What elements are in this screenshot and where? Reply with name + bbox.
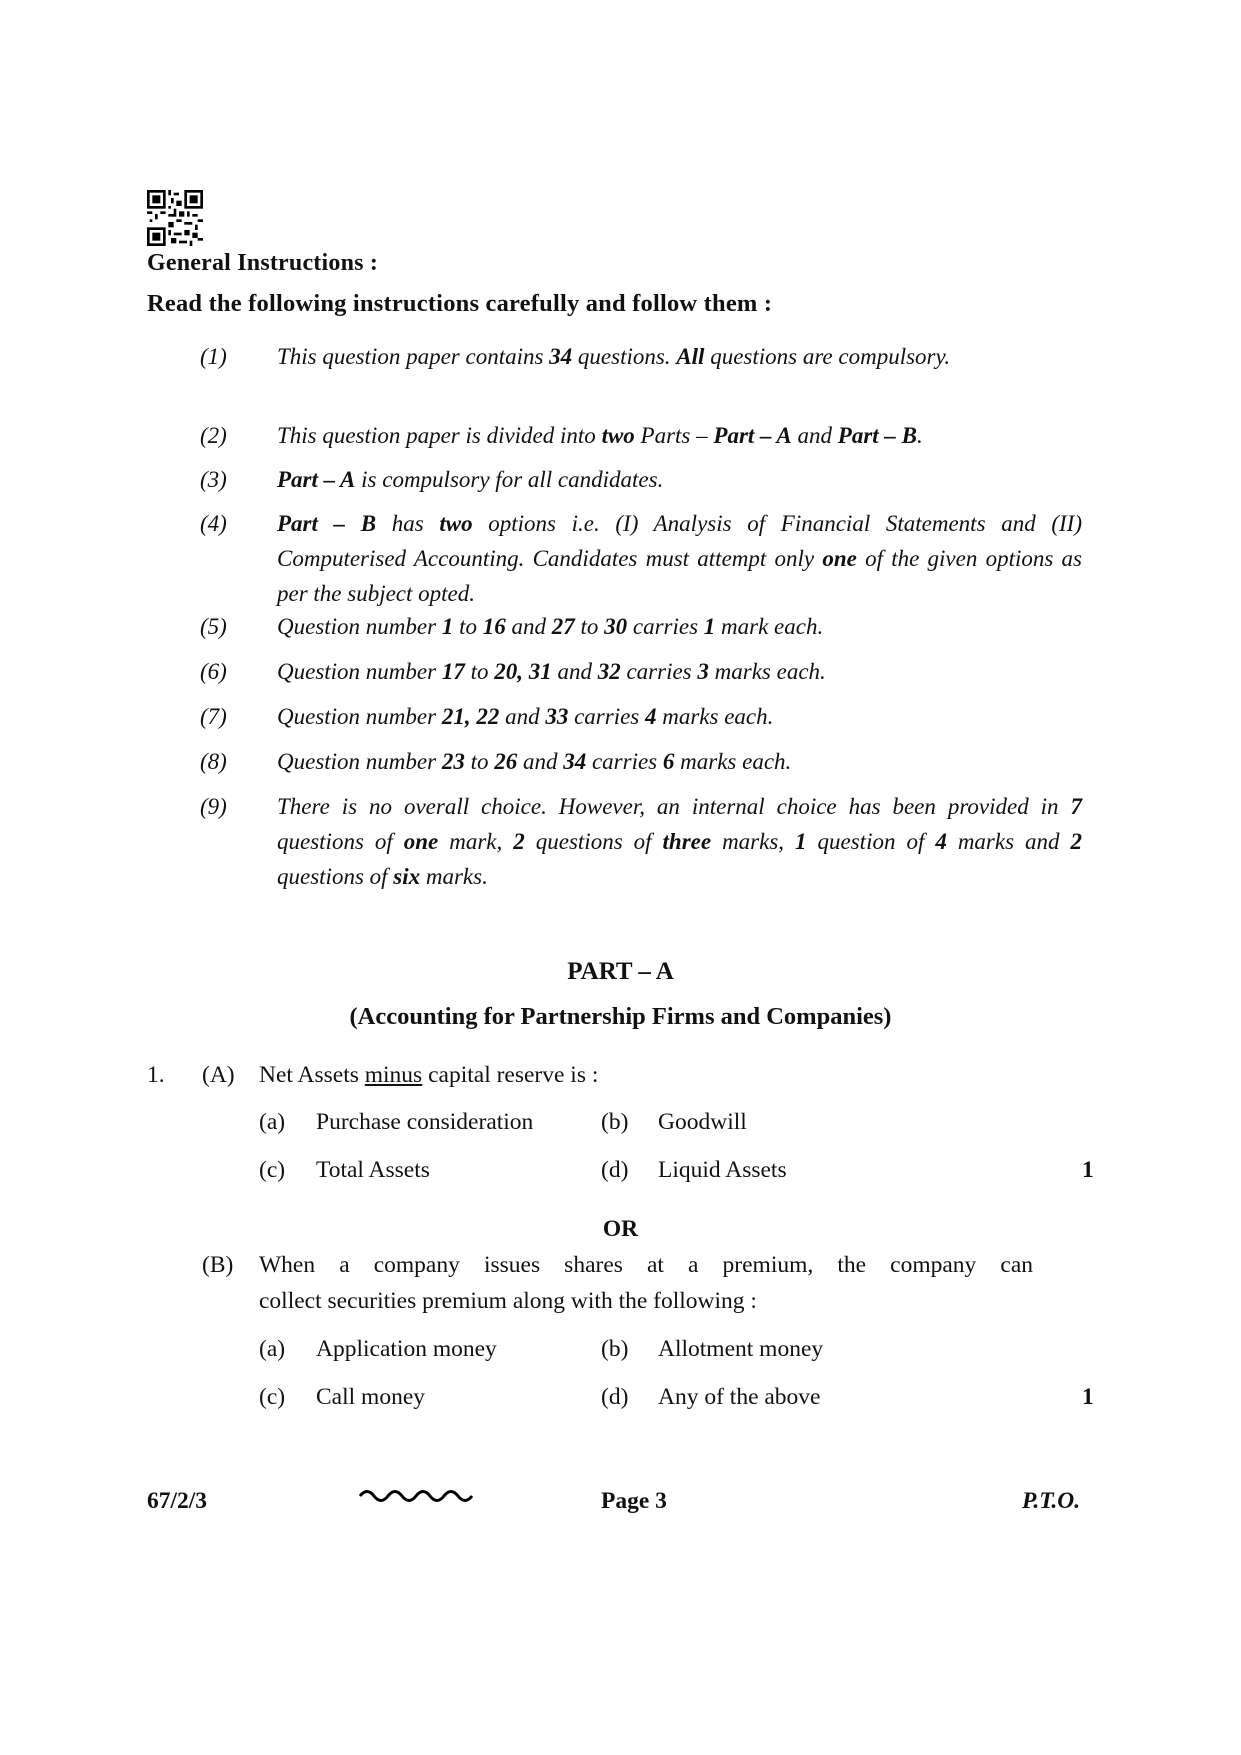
option-label: (a) [259, 1336, 286, 1362]
option-text: Total Assets [316, 1157, 430, 1183]
instruction-number: (9) [200, 794, 227, 819]
squiggle-icon [358, 1484, 474, 1508]
instruction-text: Part – B has two options i.e. (I) Analysis of Financial Statements and (II) Computerised Accounting. Candidates must attempt only one of the given options as per the subject opted. [277, 511, 1083, 606]
question-part-a-text: Net Assets minus capital reserve is : [259, 1062, 599, 1088]
instruction-number: (8) [200, 749, 227, 774]
option-label: (d) [601, 1157, 629, 1183]
option-text: Any of the above [658, 1384, 821, 1410]
option-label: (d) [601, 1384, 629, 1410]
instruction-number: (2) [200, 423, 227, 448]
option-label: (b) [601, 1336, 629, 1362]
question-number: 1. [147, 1062, 165, 1088]
read-instructions-heading: Read the following instructions carefully and follow them : [147, 290, 773, 317]
option-label: (b) [601, 1109, 629, 1135]
instruction-number: (3) [200, 467, 227, 492]
question-part-b-text-line1: When a company issues shares at a premium, the company can [259, 1252, 1033, 1278]
instruction-text: Question number 23 to 26 and 34 carries 6 marks each. [277, 749, 792, 774]
marks-value: 1 [1082, 1157, 1094, 1183]
option-label: (c) [259, 1384, 286, 1410]
question-part-b-text-line2: collect securities premium along with the following : [259, 1288, 757, 1314]
instruction-text: This question paper is divided into two Parts – Part – A and Part – B. [277, 423, 923, 448]
option-text: Allotment money [658, 1336, 824, 1362]
marks-value: 1 [1082, 1384, 1094, 1410]
instruction-text: Question number 1 to 16 and 27 to 30 carries 1 mark each. [277, 614, 824, 639]
instruction-number: (1) [200, 344, 227, 369]
pto-label: P.T.O. [1022, 1488, 1081, 1514]
instruction-number: (4) [200, 511, 227, 536]
option-text: Liquid Assets [658, 1157, 787, 1183]
option-text: Goodwill [658, 1109, 747, 1135]
option-text: Application money [316, 1336, 497, 1362]
option-text: Call money [316, 1384, 425, 1410]
paper-code: 67/2/3 [147, 1488, 208, 1514]
or-separator: OR [602, 1216, 639, 1242]
page-number: Page 3 [601, 1488, 667, 1514]
instruction-number: (7) [200, 704, 227, 729]
option-label: (a) [259, 1109, 286, 1135]
instruction-number: (5) [200, 614, 227, 639]
qr-code-icon [147, 190, 203, 246]
instruction-number: (6) [200, 659, 227, 684]
option-text: Purchase consideration [316, 1109, 534, 1135]
instructions-heading: General Instructions : [147, 250, 379, 276]
option-label: (c) [259, 1157, 286, 1183]
part-title: PART – A [567, 958, 674, 985]
instruction-text: Question number 17 to 20, 31 and 32 carries 3 marks each. [277, 659, 826, 684]
instruction-text: There is no overall choice. However, an internal choice has been provided in 7 questions of one mark, 2 questions of three marks, 1 question of 4 marks and 2 questions of six marks. [277, 794, 1083, 889]
instruction-text: Part – A is compulsory for all candidates. [277, 467, 664, 492]
instruction-text: This question paper contains 34 questions. All questions are compulsory. [277, 344, 951, 369]
instruction-text: Question number 21, 22 and 33 carries 4 marks each. [277, 704, 774, 729]
part-subtitle: (Accounting for Partnership Firms and Companies) [349, 1003, 892, 1030]
question-part-a-label: (A) [202, 1062, 235, 1088]
question-part-b-label: (B) [202, 1252, 234, 1278]
